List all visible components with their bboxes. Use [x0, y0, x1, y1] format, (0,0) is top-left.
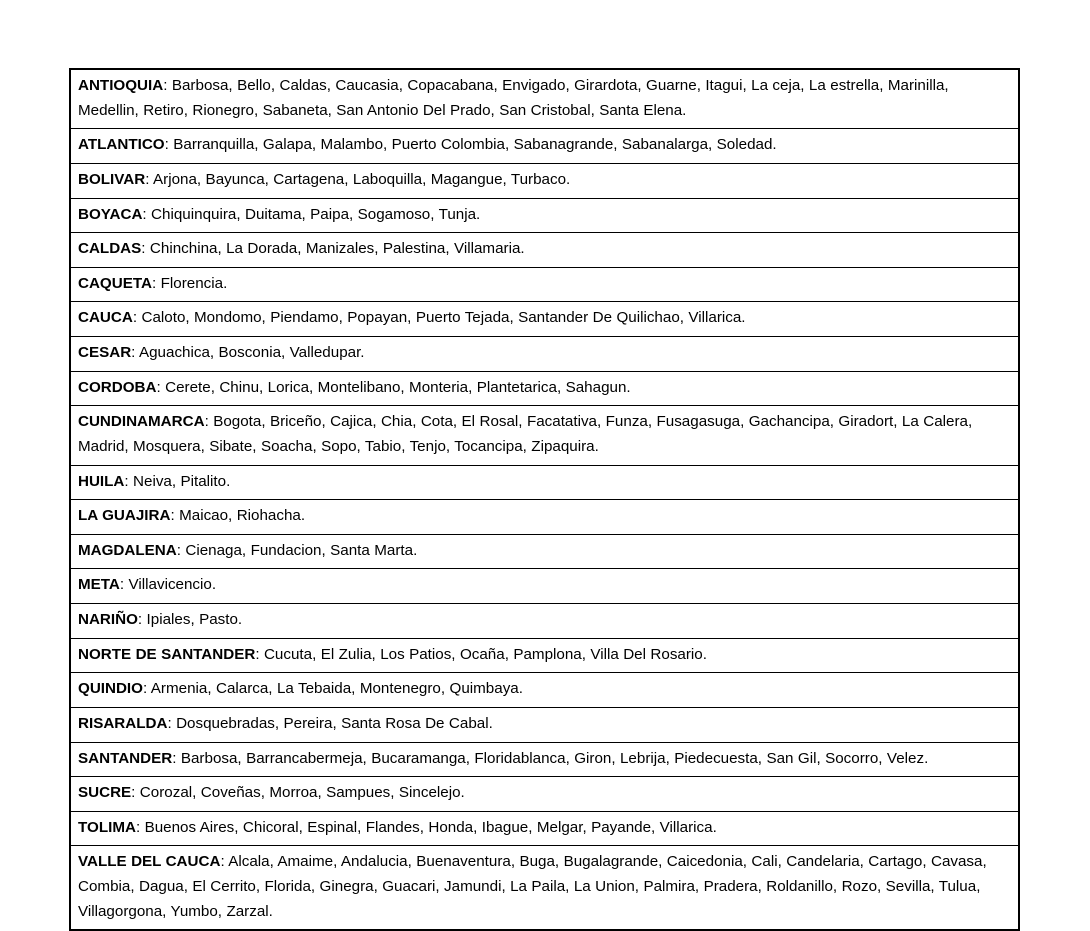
department-name: NORTE DE SANTANDER [78, 645, 256, 663]
departments-table [69, 68, 1020, 931]
department-name: HUILA [78, 472, 125, 490]
city-list: : Cienaga, Fundacion, Santa Marta. [176, 541, 418, 559]
table-row [71, 233, 1018, 268]
department-name: SANTANDER [78, 749, 173, 767]
city-list: : Neiva, Pitalito. [124, 472, 231, 490]
city-list: : Armenia, Calarca, La Tebaida, Montenegro, Quimbaya. [142, 680, 523, 698]
city-list: : Florencia. [151, 274, 228, 292]
table-row [71, 199, 1018, 234]
table-row [71, 406, 1018, 465]
department-name: MAGDALENA [78, 541, 177, 559]
department-name: META [78, 576, 120, 594]
table-row [71, 743, 1018, 778]
table-row [71, 164, 1018, 199]
city-list: : Aguachica, Bosconia, Valledupar. [131, 344, 365, 361]
table-row [71, 129, 1018, 164]
table-row [71, 302, 1018, 337]
city-list: : Dosquebradas, Pereira, Santa Rosa De Cabal. [167, 714, 493, 732]
city-list: : Cerete, Chinu, Lorica, Montelibano, Monteria, Plantetarica, Sahagun. [156, 378, 631, 396]
department-name: LA GUAJIRA [78, 507, 171, 525]
city-list: : Chinchina, La Dorada, Manizales, Palestina, Villamaria. [141, 240, 525, 258]
city-list: : Barranquilla, Galapa, Malambo, Puerto Colombia, Sabanagrande, Sabanalarga, Soledad. [164, 136, 777, 154]
table-row [71, 337, 1018, 372]
table-row [71, 535, 1018, 570]
department-name: BOYACA [78, 205, 143, 223]
department-name: NARIÑO [78, 611, 138, 628]
city-list: : Corozal, Coveñas, Morroa, Sampues, Sincelejo. [131, 784, 465, 802]
department-name: ATLANTICO [78, 136, 165, 154]
table-row [71, 673, 1018, 708]
department-name: CESAR [78, 344, 132, 361]
city-list: : Arjona, Bayunca, Cartagena, Laboquilla, Magangue, Turbaco. [145, 170, 571, 188]
department-name: CAQUETA [78, 274, 152, 292]
table-row [71, 708, 1018, 743]
city-list: : Cucuta, El Zulia, Los Patios, Ocaña, Pamplona, Villa Del Rosario. [255, 645, 707, 663]
department-name: VALLE DEL CAUCA [78, 853, 221, 871]
city-list: : Buenos Aires, Chicoral, Espinal, Flandes, Honda, Ibague, Melgar, Payande, Villarica. [135, 818, 717, 836]
table-row [71, 569, 1018, 604]
department-name: TOLIMA [78, 818, 136, 836]
city-list: : Alcala, Amaime, Andalucia, Buenaventura, Buga, Bugalagrande, Caicedonia, Cali, Candelaria, Cartago, Cavasa, Combia, Dagua, El Cerrito, Florida, Ginegra, Guacari, Jamundi, La Paila, La Union, Palmira, Pradera, Roldanillo, Rozo, Sevilla, Tulua, Villagorgona, Yumbo, Zarzal. [78, 853, 987, 920]
table-row [71, 639, 1018, 674]
department-name: CORDOBA [78, 378, 157, 396]
city-list: : Barbosa, Barrancabermeja, Bucaramanga, Floridablanca, Giron, Lebrija, Piedecuesta, San Gil, Socorro, Velez. [172, 749, 929, 767]
city-list: : Chiquinquira, Duitama, Paipa, Sogamoso, Tunja. [142, 205, 481, 223]
city-list: : Villavicencio. [119, 576, 217, 594]
department-name: BOLIVAR [78, 170, 146, 188]
table-row [71, 500, 1018, 535]
city-list: : Ipiales, Pasto. [137, 611, 243, 628]
table-row [71, 466, 1018, 501]
table-row [71, 604, 1018, 639]
city-list: : Maicao, Riohacha. [170, 507, 306, 525]
department-name: CUNDINAMARCA [78, 413, 205, 431]
table-row [71, 268, 1018, 303]
city-list: : Caloto, Mondomo, Piendamo, Popayan, Puerto Tejada, Santander De Quilichao, Villarica. [132, 309, 746, 327]
department-name: ANTIOQUIA [78, 77, 164, 94]
table-row [71, 372, 1018, 407]
department-name: RISARALDA [78, 714, 168, 732]
table-row [71, 846, 1018, 929]
table-row [71, 777, 1018, 812]
table-row [71, 70, 1018, 129]
department-name: QUINDIO [78, 680, 143, 698]
department-name: SUCRE [78, 784, 132, 802]
department-name: CAUCA [78, 309, 133, 327]
department-name: CALDAS [78, 240, 142, 258]
city-list: : Barbosa, Bello, Caldas, Caucasia, Copacabana, Envigado, Girardota, Guarne, Itagui, La ceja, La estrella, Marinilla, Medellin, Retiro, Rionegro, Sabaneta, San Antonio Del Prado, San Cristobal, Santa Elena. [78, 77, 949, 119]
table-row [71, 812, 1018, 847]
city-list: : Bogota, Briceño, Cajica, Chia, Cota, El Rosal, Facatativa, Funza, Fusagasuga, Gachancipa, Giradort, La Calera, Madrid, Mosquera, Sibate, Soacha, Sopo, Tabio, Tenjo, Tocancipa, Zipaquira. [78, 413, 973, 455]
